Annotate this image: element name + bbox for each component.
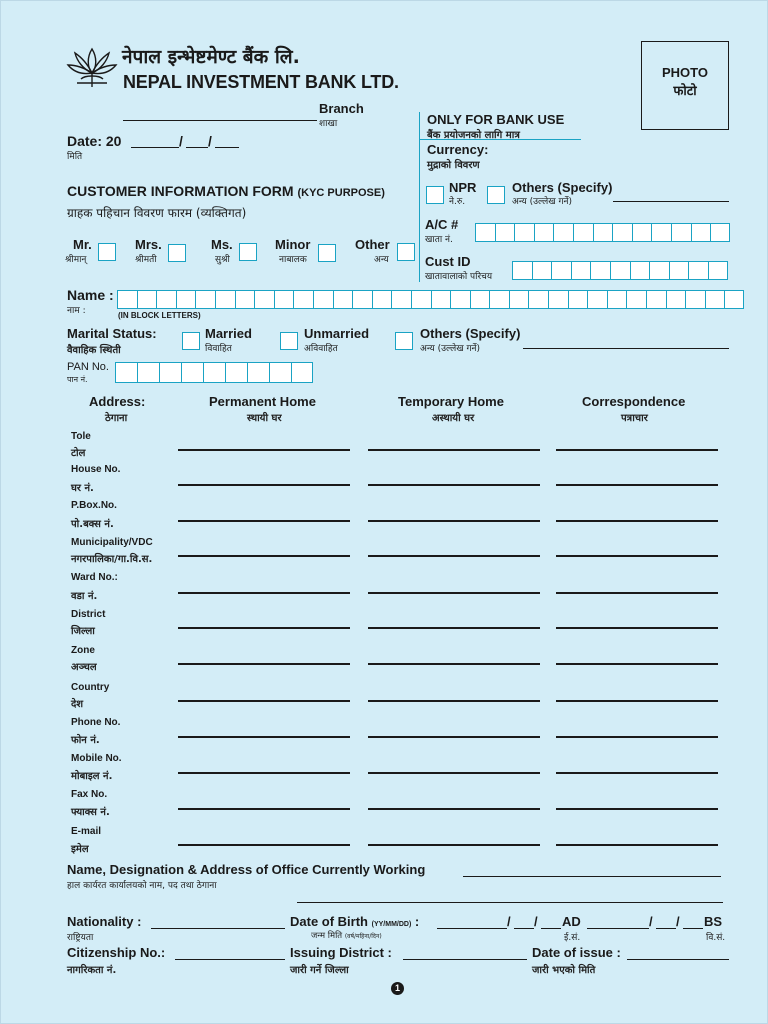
date-year-field[interactable] [131,147,179,148]
temporary-field[interactable] [368,555,540,557]
dob-bs-month-field[interactable] [656,928,676,929]
address-row-label: E-mail [71,826,102,837]
pan-cells[interactable] [115,362,313,383]
office-field-2[interactable] [297,902,723,903]
married-label: Married [205,326,252,341]
photo-box[interactable] [641,41,729,130]
permanent-home-header: Permanent Home [209,394,316,409]
pan-label: PAN No. [67,361,109,373]
permanent-field[interactable] [178,484,350,486]
address-row-label-np: अञ्चल [71,662,97,673]
address-row-label: Ward No.: [71,572,118,583]
marital-other-field[interactable] [523,348,729,349]
permanent-home-header-np: स्थायी घर [247,413,282,424]
address-row-label-np: टोल [71,448,86,459]
address-row-label-np: देश [71,699,84,710]
other-currency-field[interactable] [613,201,729,202]
photo-label: PHOTO [662,65,708,80]
lotus-logo-icon [65,45,119,89]
citizenship-field[interactable] [175,959,285,960]
correspondence-field[interactable] [556,808,718,810]
bs-label-np: वि.सं. [706,933,726,943]
other-currency-label: Others (Specify) [512,180,613,195]
currency-label: Currency: [427,142,489,157]
dob-ad-sep-1: / [507,914,511,929]
npr-label-np: ने.रु. [449,197,466,207]
date-day-field[interactable] [215,147,239,148]
permanent-field[interactable] [178,627,350,629]
dob-ad-day-field[interactable] [541,928,561,929]
permanent-field[interactable] [178,555,350,557]
citizenship-label-np: नागरिकता नं. [67,965,117,976]
nationality-label: Nationality : [67,914,142,929]
married-checkbox[interactable] [182,332,200,350]
date-sep-1: / [179,133,183,149]
salutation-mr-label: Mr. [73,237,92,252]
name-cells[interactable] [117,290,744,309]
ac-label-np: खाता नं. [425,235,453,245]
bank-use-title: ONLY FOR BANK USE [427,112,565,127]
date-label-np: मिति [67,152,83,162]
nationality-label-np: राष्ट्रियता [67,933,94,943]
address-row-label: Fax No. [71,789,108,800]
address-row-label: Mobile No. [71,753,122,764]
salutation-mrs-checkbox[interactable] [168,244,186,262]
office-label: Name, Designation & Address of Office Currently Working [67,862,426,877]
permanent-field[interactable] [178,592,350,594]
other-currency-label-np: अन्य (उल्लेख गर्ने) [512,197,573,207]
salutation-ms-np: सुश्री [215,255,230,265]
address-row-label-np: इमेल [71,844,89,855]
permanent-field[interactable] [178,772,350,774]
bank-use-title-np: बैंक प्रयोजनको लागि मात्र [427,130,520,141]
address-label: Address: [89,394,146,409]
salutation-mrs-np: श्रीमती [135,255,157,265]
page-number: 1 [391,982,404,995]
citizenship-label: Citizenship No.: [67,945,166,960]
pan-label-np: पान नं. [67,375,88,384]
correspondence-header: Correspondence [582,394,686,409]
address-row-label-np: फोन नं. [71,735,100,746]
other-currency-checkbox[interactable] [487,186,505,204]
npr-checkbox[interactable] [426,186,444,204]
address-row-label: Country [71,682,110,693]
marital-other-label: Others (Specify) [420,326,521,341]
correspondence-field[interactable] [556,520,718,522]
correspondence-field[interactable] [556,627,718,629]
correspondence-field[interactable] [556,772,718,774]
temporary-home-header: Temporary Home [398,394,504,409]
form-title-np: ग्राहक पहिचान विवरण फारम (व्यक्तिगत) [67,206,247,220]
branch-field[interactable] [123,120,317,121]
unmarried-label: Unmarried [304,326,370,341]
ad-label: AD [562,914,581,929]
permanent-field[interactable] [178,808,350,810]
temporary-field[interactable] [368,736,540,738]
npr-label: NPR [449,180,477,195]
dob-label-np [311,930,382,941]
dob-bs-sep-2: / [676,914,680,929]
correspondence-field[interactable] [556,484,718,486]
marital-label-np: वैवाहिक स्थिती [67,345,121,356]
dob-format: (YY/MM/DD) [371,921,412,928]
address-row-label: House No. [71,464,121,475]
address-row-label-np: वडा नं. [71,591,98,602]
address-row-label-np: जिल्ला [71,626,95,637]
dob-label [290,914,419,929]
address-row-label-np: घर नं. [71,483,94,494]
address-row-label-np: पो.बक्स नं. [71,519,114,530]
issuing-district-label: Issuing District : [290,945,392,960]
date-of-issue-label-np: जारी भएको मिति [532,965,596,976]
dob-ad-month-field[interactable] [514,928,534,929]
branch-label-np: शाखा [319,119,338,129]
ad-label-np: ई.सं. [564,933,581,943]
correspondence-field[interactable] [556,700,718,702]
permanent-field[interactable] [178,736,350,738]
address-row-label: Tole [71,431,91,442]
permanent-field[interactable] [178,700,350,702]
correspondence-field[interactable] [556,555,718,557]
account-number-cells[interactable] [475,223,730,242]
salutation-mr-np: श्रीमान् [65,255,87,265]
cust-id-label-np: खातावालाको परिचय [425,272,493,282]
address-row-label-np: मोबाइल नं. [71,771,113,782]
branch-label: Branch [319,101,364,116]
form-title-text: CUSTOMER INFORMATION FORM [67,183,294,199]
temporary-field[interactable] [368,520,540,522]
name-label: Name : [67,287,114,303]
marital-other-label-np: अन्य (उल्लेख गर्ने) [420,344,481,354]
cust-id-cells[interactable] [512,261,728,280]
office-field-1[interactable] [463,876,721,877]
temporary-field[interactable] [368,484,540,486]
salutation-other-np: अन्य [374,255,389,265]
issuing-district-label-np: जारी गर्ने जिल्ला [290,965,349,976]
temporary-field[interactable] [368,772,540,774]
dob-colon: : [414,914,420,929]
address-row-label: District [71,609,106,620]
salutation-minor-np: नाबालक [279,255,307,265]
correspondence-header-np: पत्राचार [621,413,648,424]
correspondence-field[interactable] [556,449,718,451]
bank-name-nepali: नेपाल इन्भेष्टमेण्ट बैंक लि. [122,46,300,68]
bank-use-divider [419,112,420,282]
dob-bs-sep-1: / [649,914,653,929]
dob-bs-day-field[interactable] [683,928,703,929]
salutation-other-checkbox[interactable] [397,243,415,261]
dob-label-np-text: जन्म मिति [311,931,343,941]
photo-label-np: फोटो [673,84,697,99]
date-month-field[interactable] [186,147,208,148]
dob-ad-sep-2: / [534,914,538,929]
salutation-other-label: Other [355,237,390,252]
dob-bs-year-field[interactable] [587,928,649,929]
temporary-field[interactable] [368,449,540,451]
temporary-field[interactable] [368,700,540,702]
salutation-minor-checkbox[interactable] [318,244,336,262]
unmarried-checkbox[interactable] [280,332,298,350]
permanent-field[interactable] [178,520,350,522]
address-row-label-np: फ्याक्स नं. [71,807,110,818]
correspondence-field[interactable] [556,663,718,665]
address-row-label: Municipality/VDC [71,537,153,548]
dob-np-format: (वर्ष/महिना/दिन) [344,933,382,940]
salutation-ms-checkbox[interactable] [239,243,257,261]
issuing-district-field[interactable] [403,959,527,960]
address-label-np: ठेगाना [105,413,128,424]
date-of-issue-label: Date of issue : [532,945,621,960]
temporary-home-header-np: अस्थायी घर [432,413,475,424]
temporary-field[interactable] [368,627,540,629]
office-label-np: हाल कार्यरत कार्यालयको नाम, पद तथा ठेगाना [67,881,217,891]
married-label-np: विवाहित [205,344,232,354]
permanent-field[interactable] [178,663,350,665]
ac-label: A/C # [425,217,459,232]
form-title-sub: (KYC PURPOSE) [297,187,385,199]
name-label-np: नाम : [67,306,86,316]
form-title [67,183,385,199]
address-row-label: P.Box.No. [71,500,117,511]
dob-label-text: Date of Birth [290,914,368,929]
temporary-field[interactable] [368,808,540,810]
cust-id-label: Cust ID [425,254,471,269]
date-label: Date: 20 [67,133,122,149]
marital-label: Marital Status: [67,326,157,341]
address-row-label: Phone No. [71,717,121,728]
date-sep-2: / [208,133,212,149]
date-of-issue-field[interactable] [627,959,729,960]
salutation-mr-checkbox[interactable] [98,243,116,261]
temporary-field[interactable] [368,663,540,665]
address-row-label-np: नगरपालिका/गा.वि.स. [71,554,153,565]
salutation-minor-label: Minor [275,237,311,252]
correspondence-field[interactable] [556,592,718,594]
correspondence-field[interactable] [556,736,718,738]
salutation-mrs-label: Mrs. [135,237,162,252]
correspondence-field[interactable] [556,844,718,846]
name-hint: (IN BLOCK LETTERS) [118,311,201,320]
bs-label: BS [704,914,723,929]
permanent-field[interactable] [178,449,350,451]
temporary-field[interactable] [368,592,540,594]
address-row-label: Zone [71,645,95,656]
temporary-field[interactable] [368,844,540,846]
dob-ad-year-field[interactable] [437,928,507,929]
salutation-ms-label: Ms. [211,237,233,252]
permanent-field[interactable] [178,844,350,846]
currency-label-np: मुद्राको विवरण [427,160,480,171]
bank-name: NEPAL INVESTMENT BANK LTD. [123,72,399,92]
unmarried-label-np: अविवाहित [304,344,338,354]
nationality-field[interactable] [151,928,285,929]
marital-other-checkbox[interactable] [395,332,413,350]
